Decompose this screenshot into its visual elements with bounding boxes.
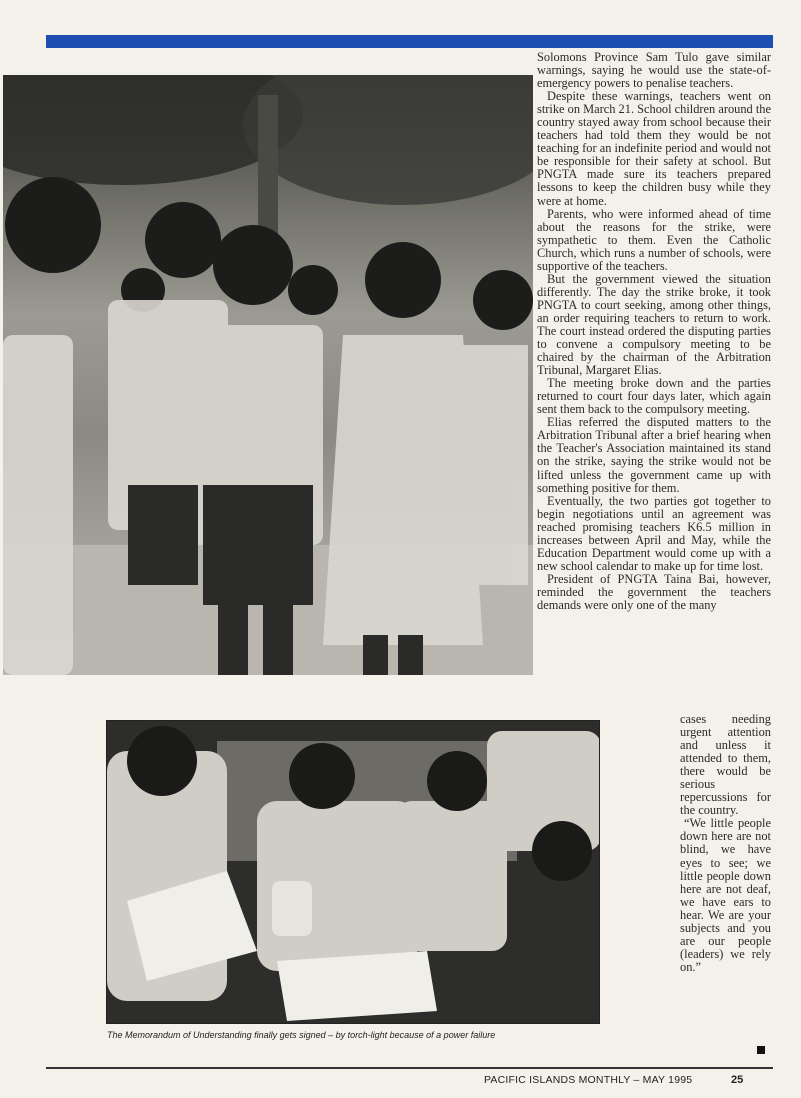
signing-meeting-photo-art <box>107 721 600 1024</box>
article-paragraph: cases needing urgent attention and unless it attended to them, there would be serious repercussions for the country. <box>680 712 771 818</box>
article-quote: “We little people down here are not blind, we have eyes to see; we little people down here are not deaf, we have ears to hear. We are your subjects and you are our people (leaders) we rely on.” <box>680 816 771 974</box>
article-paragraph: Solomons Province Sam Tulo gave similar warnings, saying he would use the state-of-emergency powers to penalise teachers. <box>537 50 771 91</box>
article-paragraph: But the government viewed the situation differently. The day the strike broke, it took PNGTA to court seeking, among other things, an order requiring teachers to return to work. The court instead ordered the disputing parties to convene a compulsory meeting to be chaired by the chairman of the Arbitration Tribunal, Margaret Elias. <box>537 271 771 378</box>
article-narrow-column <box>680 713 771 974</box>
footer-publication: PACIFIC ISLANDS MONTHLY – MAY 1995 <box>484 1074 693 1086</box>
article-paragraph: Parents, who were informed ahead of time about the reasons for the strike, were sympathetic to them. Even the Catholic Church, which runs a number of schools, were supportive of the teachers. <box>537 206 771 273</box>
photo-caption: The Memorandum of Understanding finally gets signed – by torch-light because of a power failure <box>107 1030 496 1040</box>
end-of-article-mark <box>757 1041 765 1059</box>
article-paragraph: Eventually, the two parties got together to begin negotiations until an agreement was reached promising teachers K6.5 million in increases between April and May, while the Education Department would come up with a new school calendar to make up for time lost. <box>537 493 771 573</box>
article-paragraph: Despite these warnings, teachers went on strike on March 21. School children around the country stayed away from school because their teachers had told them they would be not teaching for an indefinite period and would not be responsible for their safety at school. But PNGTA made sure its teachers prepared lessons to keep the children busy while they were at home. <box>537 89 771 208</box>
article-column <box>537 51 771 612</box>
article-paragraph: President of PNGTA Taina Bai, however, reminded the government the teachers demands were only one of the many <box>537 571 771 612</box>
footer-rule <box>46 1067 773 1069</box>
end-square-icon <box>757 1046 765 1054</box>
school-children-photo <box>3 75 533 675</box>
header-accent-bar <box>46 35 773 48</box>
article-paragraph: The meeting broke down and the parties returned to court four days later, which again sent them back to the compulsory meeting. <box>537 376 771 417</box>
signing-meeting-photo <box>106 720 600 1024</box>
article-paragraph: Elias referred the disputed matters to the Arbitration Tribunal after a brief hearing when the Teacher's Association maintained its stand on the strike, saying the strike would not be lifted unless the government came up with something positive for them. <box>537 415 771 495</box>
school-children-photo-art <box>3 75 533 675</box>
page-number: 25 <box>731 1074 744 1086</box>
